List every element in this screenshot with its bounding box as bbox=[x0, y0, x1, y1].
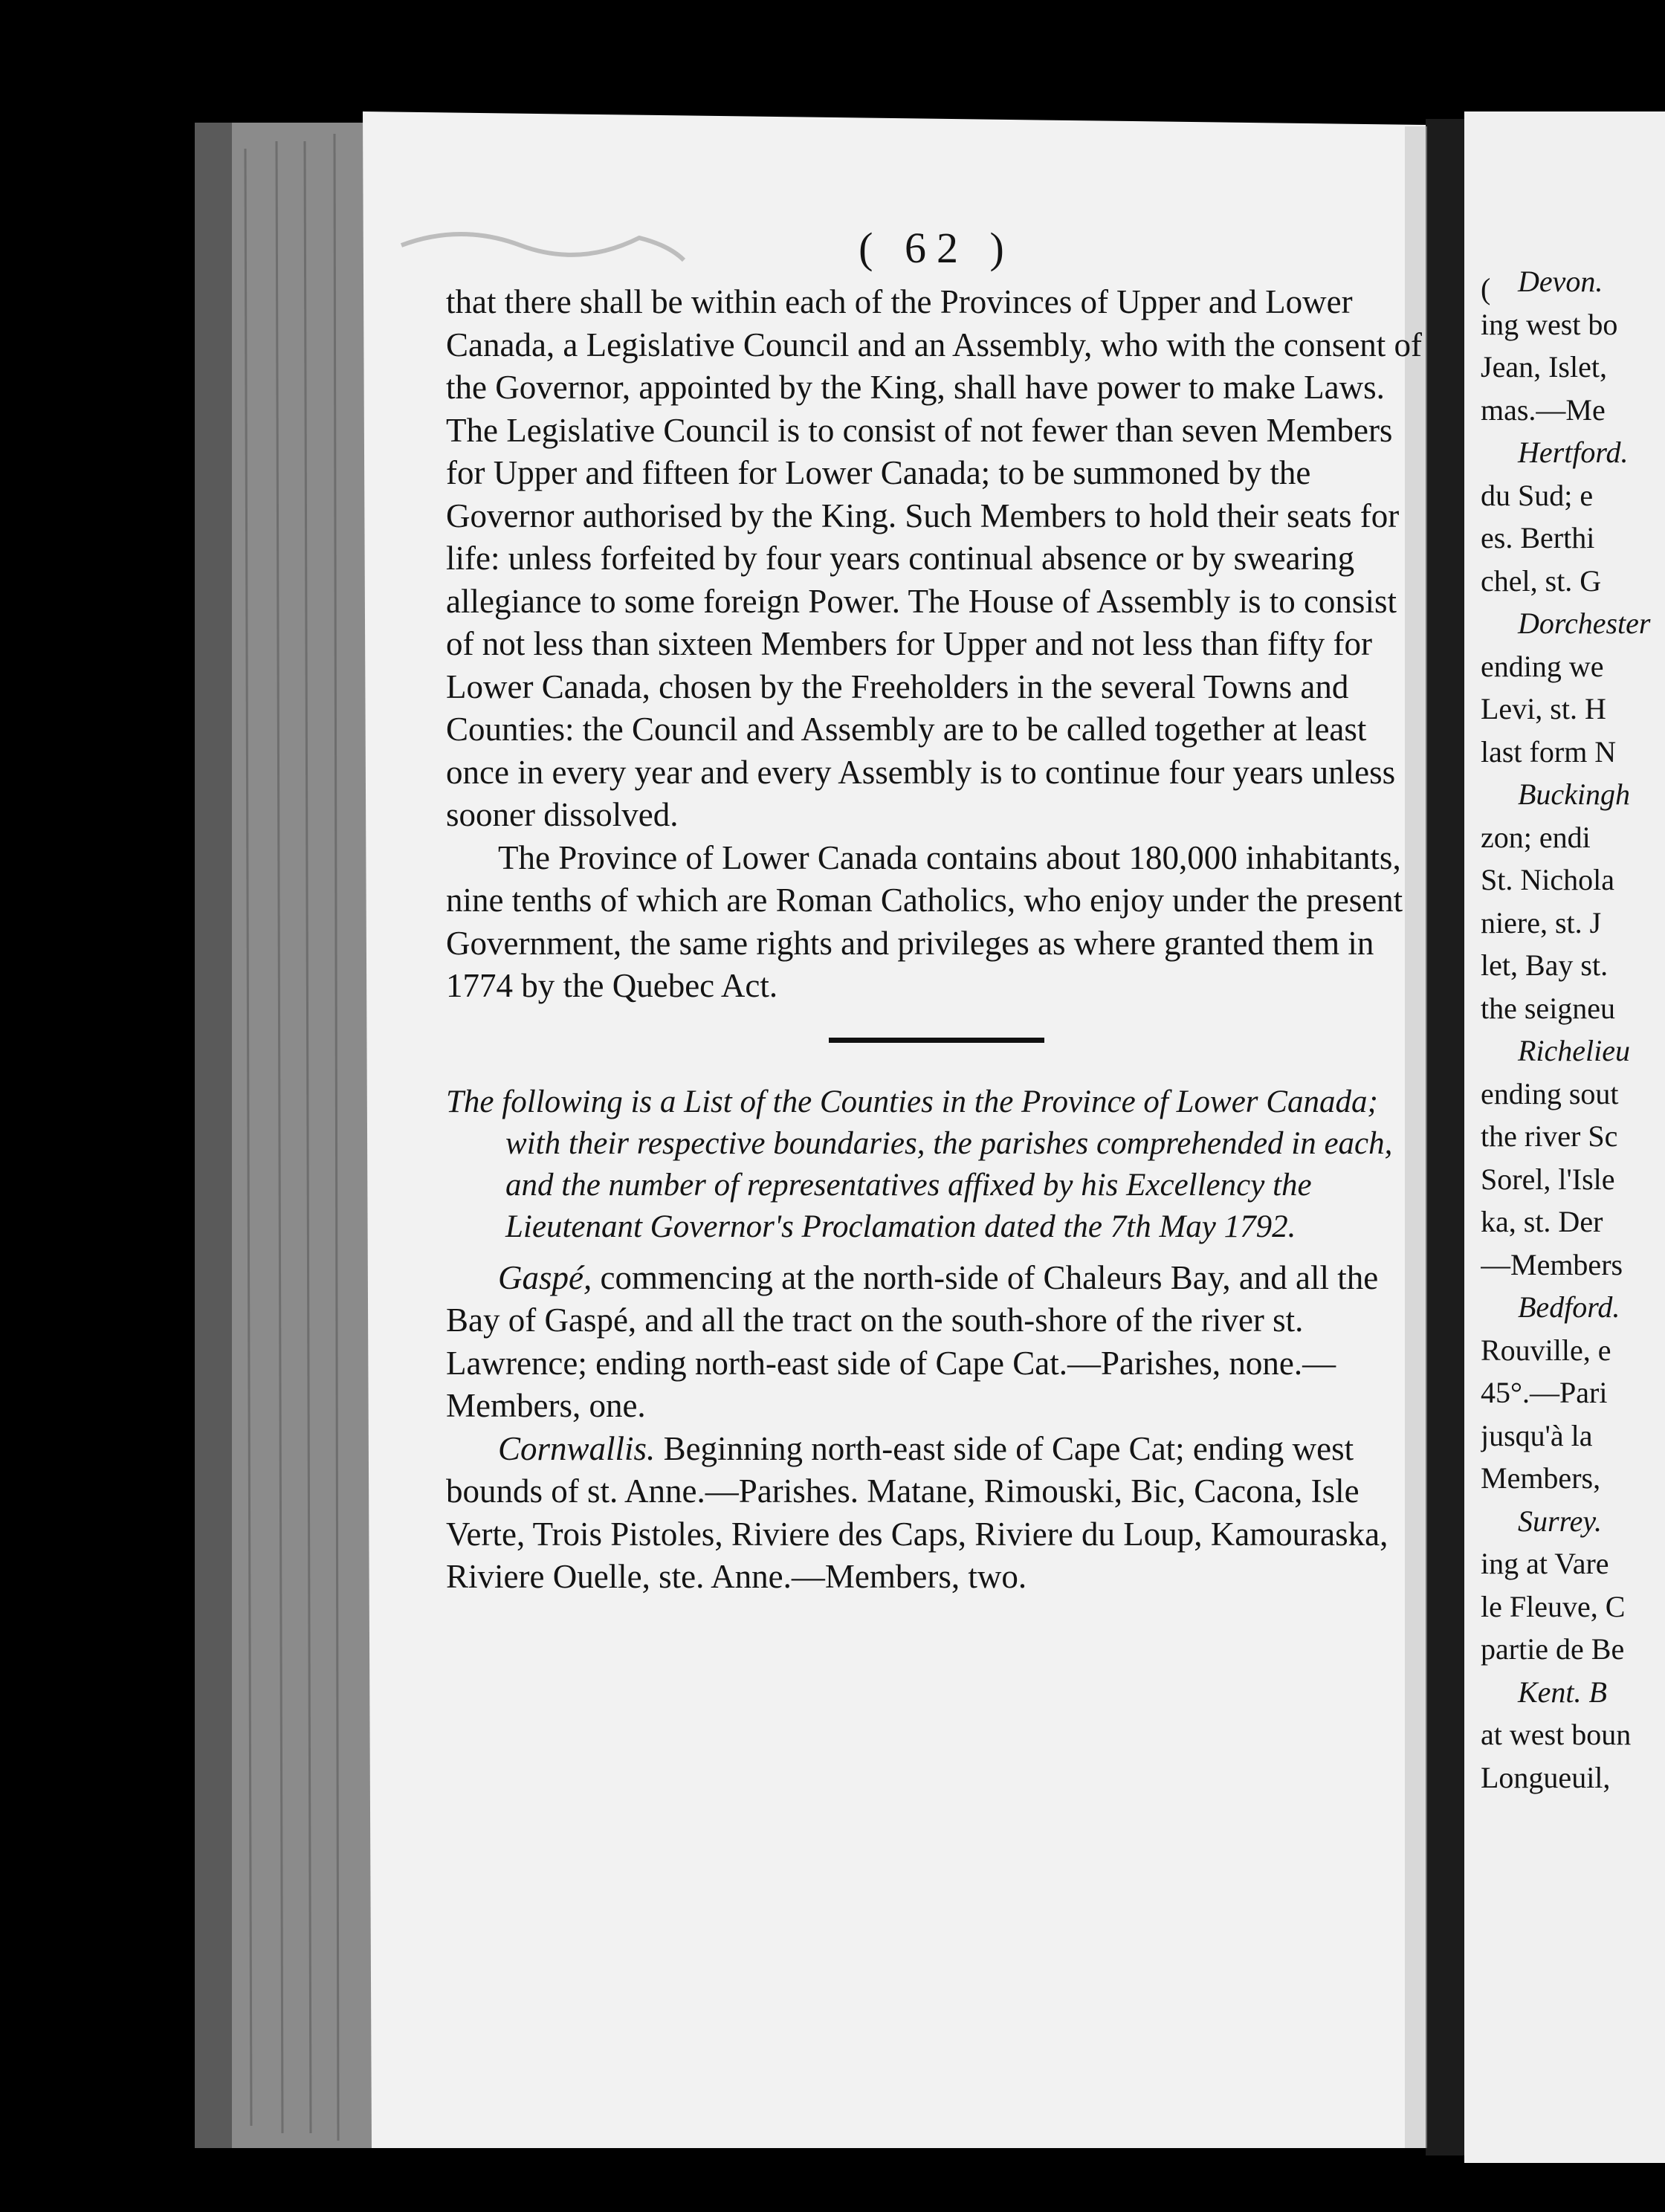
paragraph-population: The Province of Lower Canada contains about 180,000 inhabitants, nine tenths of which are Roman Catholics, who enjoy under the present Government, the same rights and privileges as where granted them in 1774 by the Quebec Act. bbox=[446, 838, 1403, 1004]
facing-page-line: Sorel, l'Isle bbox=[1481, 1162, 1615, 1196]
facing-page-line: the seigneu bbox=[1481, 991, 1616, 1025]
facing-page-line: Levi, st. H bbox=[1481, 692, 1606, 725]
facing-page-line: let, Bay st. bbox=[1481, 948, 1609, 982]
list-heading: The following is a List of the Counties in the Province of Lower Canada; with their respective boundaries, the parishes comprehended in each, and the number of representatives affixed by his Excellency the Lieutenant Governor's Proclamation dated the 7th May 1792. bbox=[446, 1084, 1393, 1244]
facing-page-line: St. Nichola bbox=[1481, 863, 1614, 896]
facing-page-line: Jean, Islet, bbox=[1481, 350, 1607, 384]
gutter bbox=[1426, 119, 1464, 2156]
facing-page-line: ka, st. Der bbox=[1481, 1205, 1603, 1238]
county-description: Beginning north-east side of Cape Cat; ending west bounds of st. Anne.—Parishes. Matane, Rimouski, Bic, Cacona, Isle Verte, Trois Pistoles, Riviere des Caps, Riviere du Loup, Kamouraska, Riviere Ouelle, ste. Anne.—Members, two. bbox=[446, 1429, 1388, 1595]
facing-page-lines bbox=[1481, 260, 1665, 1799]
county-description: commencing at the north-side of Chaleurs Bay, and all the Bay of Gaspé, and all the tract on the south-shore of the river st. Lawrence; ending north-east side of Cape Cat.—Parishes, none.—Members, one. bbox=[446, 1258, 1379, 1424]
page-text bbox=[446, 224, 1427, 1599]
facing-page-line: Kent. B bbox=[1518, 1675, 1607, 1709]
facing-page-line: jusqu'à la bbox=[1481, 1418, 1593, 1452]
facing-page-line: Rouville, e bbox=[1481, 1333, 1611, 1367]
facing-page-line: du Sud; e bbox=[1481, 478, 1594, 512]
facing-page-line: the river Sc bbox=[1481, 1119, 1618, 1153]
facing-page-line: mas.—Me bbox=[1481, 392, 1606, 427]
county-name: Gaspé, bbox=[498, 1258, 592, 1296]
county-entry-gaspe bbox=[446, 1257, 1427, 1428]
facing-page-line: Dorchester bbox=[1518, 607, 1651, 640]
facing-page-mark: ( bbox=[1481, 272, 1491, 305]
facing-page-line: —Members bbox=[1481, 1247, 1623, 1281]
facing-page-line: Surrey. bbox=[1518, 1504, 1602, 1538]
facing-page-line: partie de Be bbox=[1481, 1632, 1625, 1666]
facing-page-line: es. Berthi bbox=[1481, 521, 1595, 554]
section-divider bbox=[829, 1038, 1044, 1043]
facing-page-line: Richelieu bbox=[1518, 1034, 1631, 1067]
facing-page-line: Bedford. bbox=[1518, 1290, 1620, 1324]
facing-page-line: chel, st. G bbox=[1481, 563, 1602, 598]
paragraph-constitution: that there shall be within each of the Provinces of Upper and Lower Canada, a Legislative Council and an Assembly, who with the consent of the Governor, appointed by the King, shall have power to make Laws. The Legislative Council is to consist of not fewer than seven Members for Upper and fifteen for Lower Canada; to be summoned by the Governor authorised by the King. Such Members to hold their seats for life: unless forfeited by four years continual absence or by swearing allegiance to some foreign Power. The House of Assembly is to consist of not less than sixteen Members for Upper and not less than fifty for Lower Canada, chosen by the Freeholders in the several Towns and Counties: the Council and Assembly are to be called together at least once in every year and every Assembly is to continue four years unless sooner dissolved. bbox=[446, 283, 1423, 833]
facing-page-line: Members, bbox=[1481, 1461, 1601, 1495]
facing-page-line: Buckingh bbox=[1518, 777, 1631, 811]
facing-page-line: ending sout bbox=[1481, 1076, 1619, 1110]
facing-page-line: ing west bo bbox=[1481, 307, 1618, 341]
facing-page-line: Devon. bbox=[1518, 265, 1603, 298]
facing-page-line: ing at Vare bbox=[1481, 1547, 1609, 1580]
facing-page-line: 45°.—Pari bbox=[1481, 1376, 1608, 1409]
facing-page-line: Hertford. bbox=[1518, 436, 1629, 469]
facing-page-line: ending we bbox=[1481, 649, 1604, 683]
page-number: ( 62 ) bbox=[859, 224, 1015, 272]
facing-page-line: le Fleuve, C bbox=[1481, 1589, 1626, 1623]
facing-page-line: at west boun bbox=[1481, 1718, 1632, 1751]
county-name: Cornwallis. bbox=[498, 1429, 656, 1467]
facing-page-line: niere, st. J bbox=[1481, 905, 1602, 940]
facing-page-line: last form N bbox=[1481, 734, 1617, 769]
facing-page-line: Longueuil, bbox=[1481, 1760, 1611, 1794]
facing-page-line: zon; endi bbox=[1481, 820, 1591, 854]
book-fore-edge-shadow bbox=[195, 123, 232, 2148]
county-entry-cornwallis bbox=[446, 1428, 1427, 1599]
facing-page bbox=[1481, 260, 1665, 1799]
